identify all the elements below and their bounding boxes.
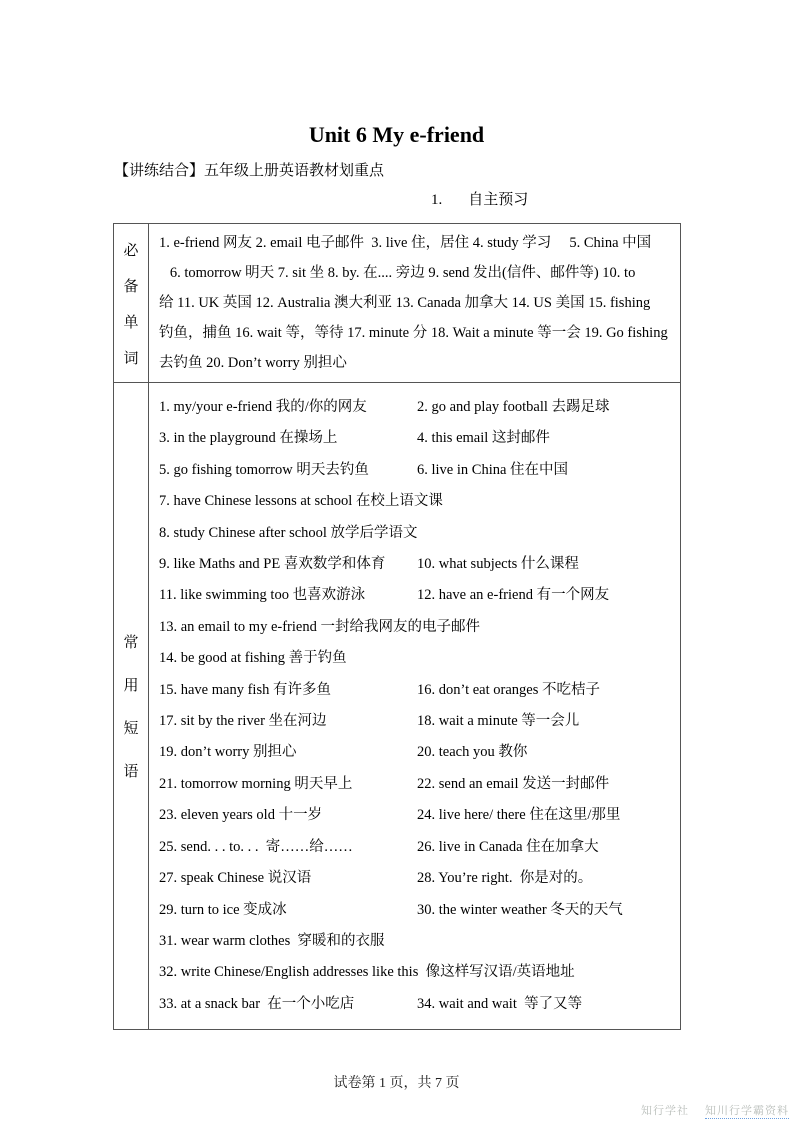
section-title: 自主预习 — [468, 192, 529, 208]
phrase-item: 30. the winter weather 冬天的天气 — [417, 901, 623, 918]
phrase-item: 24. live here/ there 住在这里/那里 — [417, 807, 621, 824]
phrase-line — [159, 643, 674, 674]
phrase-item: 19. don’t worry 别担心 — [159, 744, 297, 761]
phrase-line — [159, 957, 674, 988]
phrase-item: 5. go fishing tomorrow 明天去钓鱼 — [159, 461, 369, 478]
vocab-line: 给 11. UK 英国 12. Australia 澳大利亚 13. Canada 加拿大 14. US 美国 15. fishing — [159, 295, 651, 311]
phrase-item: 12. have an e-friend 有一个网友 — [417, 587, 610, 604]
phrases-row-header — [114, 383, 149, 1030]
phrase-item: 13. an email to my e-friend 一封给我网友的电子邮件 — [159, 618, 480, 635]
phrase-line — [159, 832, 674, 863]
vocab-line: 去钓鱼 20. Don’t worry 别担心 — [159, 355, 347, 371]
phrase-item: 23. eleven years old 十一岁 — [159, 807, 323, 824]
phrase-item: 4. this email 这封邮件 — [417, 430, 550, 447]
phrase-item: 2. go and play football 去踢足球 — [417, 399, 610, 415]
phrase-line — [159, 769, 674, 800]
phrase-line — [159, 926, 674, 957]
phrase-item: 10. what subjects 什么课程 — [417, 556, 579, 573]
phrase-line — [159, 675, 674, 706]
vocab-line: 1. e-friend 网友 2. email 电子邮件 3. live 住，居住 4. study 学习 5. China 中国 — [159, 235, 652, 251]
vocab-phrases-table — [113, 223, 681, 1030]
watermark-text: 知行学社 — [641, 1105, 689, 1117]
phrase-item: 15. have many fish 有许多鱼 — [159, 681, 331, 698]
vocab-line: 钓鱼，捕鱼 16. wait 等，等待 17. minute 分 18. Wait a minute 等一会 19. Go fishing — [159, 325, 668, 341]
watermark-text: 知川行学霸资料 — [705, 1102, 789, 1119]
phrase-line — [159, 580, 674, 611]
phrase-line — [159, 800, 674, 831]
page-subtitle: 【讲练结合】五年级上册英语教材划重点 — [114, 163, 385, 179]
page-footer: 试卷第 1 页，共 7 页 — [333, 1076, 460, 1091]
phrase-item: 34. wait and wait 等了又等 — [417, 995, 583, 1012]
phrases-header-char: 常 — [123, 635, 139, 652]
vocab-header-char: 必 — [123, 242, 139, 259]
phrases-cell — [149, 383, 681, 1030]
phrase-item: 1. my/your e-friend 我的/你的网友 — [159, 399, 367, 415]
phrase-item: 14. be good at fishing 善于钓鱼 — [159, 650, 347, 667]
phrases-header-char: 用 — [123, 678, 139, 695]
phrase-item: 3. in the playground 在操场上 — [159, 430, 338, 447]
phrase-item: 28. You’re right. 你是对的。 — [417, 870, 593, 887]
vocab-header-char: 词 — [123, 350, 139, 367]
vocab-row-header — [114, 224, 149, 383]
phrase-item: 6. live in China 住在中国 — [417, 461, 569, 478]
phrase-item: 16. don’t eat oranges 不吃桔子 — [417, 681, 600, 698]
vocab-line: 6. tomorrow 明天 7. sit 坐 8. by. 在.... 旁边 9. send 发出(信件、邮件等) 10. to — [159, 265, 636, 281]
phrase-item: 27. speak Chinese 说汉语 — [159, 870, 312, 887]
phrase-item: 25. send. . . to. . . 寄……给…… — [159, 838, 353, 855]
phrase-line — [159, 392, 674, 423]
phrase-item: 21. tomorrow morning 明天早上 — [159, 775, 353, 792]
phrase-line — [159, 486, 674, 517]
phrase-item: 9. like Maths and PE 喜欢数学和体育 — [159, 556, 386, 573]
phrase-item: 31. wear warm clothes 穿暖和的衣服 — [159, 932, 385, 949]
phrase-item: 18. wait a minute 等一会儿 — [417, 713, 580, 730]
phrase-item: 26. live in Canada 住在加拿大 — [417, 838, 599, 855]
vocab-header-char: 备 — [123, 278, 139, 295]
phrase-line — [159, 612, 674, 643]
watermark — [641, 1102, 789, 1119]
phrase-line — [159, 737, 674, 768]
phrase-item: 8. study Chinese after school 放学后学语文 — [159, 524, 418, 541]
phrase-line — [159, 518, 674, 549]
phrases-header-char: 语 — [123, 764, 139, 781]
phrase-item: 20. teach you 教你 — [417, 744, 528, 761]
section-number: 1. — [431, 192, 443, 208]
phrase-item: 7. have Chinese lessons at school 在校上语文课 — [159, 493, 443, 510]
vocab-row — [114, 224, 681, 383]
phrase-line — [159, 706, 674, 737]
phrase-item: 32. write Chinese/English addresses like this 像这样写汉语/英语地址 — [159, 964, 575, 981]
phrase-item: 29. turn to ice 变成冰 — [159, 901, 287, 918]
page-title: Unit 6 My e-friend — [308, 122, 485, 147]
phrase-item: 17. sit by the river 坐在河边 — [159, 713, 327, 730]
phrase-line — [159, 863, 674, 894]
phrase-line — [159, 549, 674, 580]
phrase-item: 11. like swimming too 也喜欢游泳 — [159, 587, 366, 604]
vocab-cell — [149, 224, 681, 383]
section-heading — [0, 190, 793, 210]
phrase-item: 22. send an email 发送一封邮件 — [417, 775, 610, 792]
phrase-line — [159, 895, 674, 926]
phrases-row — [114, 383, 681, 1030]
vocab-header-char: 单 — [123, 314, 139, 331]
phrases-header-char: 短 — [123, 721, 139, 738]
phrase-line — [159, 455, 674, 486]
phrase-item: 33. at a snack bar 在一个小吃店 — [159, 995, 355, 1012]
phrase-line — [159, 989, 674, 1020]
phrase-line — [159, 423, 674, 454]
